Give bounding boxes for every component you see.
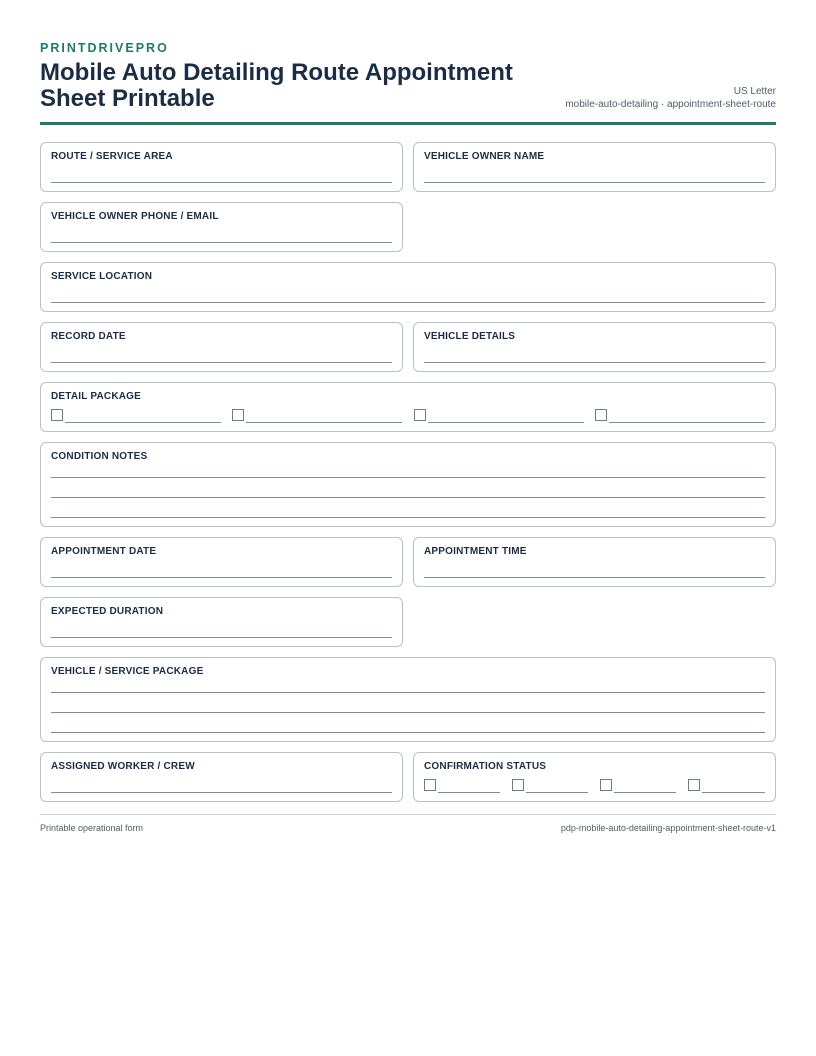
checkbox-write-line[interactable] [65, 422, 221, 423]
write-line[interactable] [51, 477, 765, 478]
write-line[interactable] [51, 692, 765, 693]
write-line[interactable] [51, 242, 392, 243]
document-slug: mobile-auto-detailing · appointment-sheet-route [565, 99, 776, 110]
checkbox[interactable] [688, 779, 700, 791]
field-label: ASSIGNED WORKER / CREW [51, 761, 195, 772]
checkbox[interactable] [600, 779, 612, 791]
vehicle-owner-contact-field [40, 202, 403, 252]
write-line[interactable] [51, 712, 765, 713]
field-label: APPOINTMENT DATE [51, 546, 157, 557]
field-label: EXPECTED DURATION [51, 606, 164, 617]
document-meta [565, 85, 776, 111]
checkbox[interactable] [51, 409, 63, 421]
brand-name: PRINTDRIVEPRO [40, 41, 169, 55]
footer-rule [40, 814, 776, 815]
checkbox[interactable] [414, 409, 426, 421]
header-rule [40, 122, 776, 125]
write-line[interactable] [51, 732, 765, 733]
checkbox-write-line[interactable] [428, 422, 584, 423]
page-title: Mobile Auto Detailing Route Appointment Sheet Printable [40, 59, 513, 112]
appointment-time-field [413, 537, 776, 587]
checkbox-write-line[interactable] [246, 422, 402, 423]
checkbox[interactable] [595, 409, 607, 421]
checkbox[interactable] [512, 779, 524, 791]
field-label: RECORD DATE [51, 331, 126, 342]
checkbox-write-line[interactable] [614, 792, 676, 793]
field-label: VEHICLE OWNER NAME [424, 151, 545, 162]
write-line[interactable] [51, 497, 765, 498]
assigned-worker-field [40, 752, 403, 802]
write-line[interactable] [51, 792, 392, 793]
write-line[interactable] [51, 182, 392, 183]
write-line[interactable] [424, 577, 765, 578]
field-label: DETAIL PACKAGE [51, 391, 142, 402]
appointment-date-field [40, 537, 403, 587]
write-line[interactable] [51, 362, 392, 363]
vehicle-details-field [413, 322, 776, 372]
field-label: VEHICLE OWNER PHONE / EMAIL [51, 211, 219, 222]
write-line[interactable] [424, 182, 765, 183]
checkbox-write-line[interactable] [438, 792, 500, 793]
expected-duration-field [40, 597, 403, 647]
write-line[interactable] [51, 637, 392, 638]
condition-notes-field [40, 442, 776, 527]
record-date-field [40, 322, 403, 372]
field-label: CONFIRMATION STATUS [424, 761, 547, 772]
confirmation-status-field [413, 752, 776, 802]
checkbox[interactable] [232, 409, 244, 421]
checkbox-write-line[interactable] [609, 422, 765, 423]
footer-form-id: pdp-mobile-auto-detailing-appointment-sheet-route-v1 [560, 823, 776, 833]
paper-size: US Letter [733, 86, 776, 97]
field-label: VEHICLE / SERVICE PACKAGE [51, 666, 204, 677]
detail-package-field [40, 382, 776, 432]
field-label: VEHICLE DETAILS [424, 331, 516, 342]
footer-left-text: Printable operational form [40, 823, 144, 833]
field-label: CONDITION NOTES [51, 451, 148, 462]
checkbox-write-line[interactable] [702, 792, 765, 793]
field-label: SERVICE LOCATION [51, 271, 153, 282]
write-line[interactable] [424, 362, 765, 363]
field-label: APPOINTMENT TIME [424, 546, 527, 557]
vehicle-service-package-field [40, 657, 776, 742]
write-line[interactable] [51, 577, 392, 578]
write-line[interactable] [51, 302, 765, 303]
route-service-area-field [40, 142, 403, 192]
write-line[interactable] [51, 517, 765, 518]
vehicle-owner-name-field [413, 142, 776, 192]
service-location-field [40, 262, 776, 312]
field-label: ROUTE / SERVICE AREA [51, 151, 173, 162]
checkbox[interactable] [424, 779, 436, 791]
checkbox-write-line[interactable] [526, 792, 588, 793]
